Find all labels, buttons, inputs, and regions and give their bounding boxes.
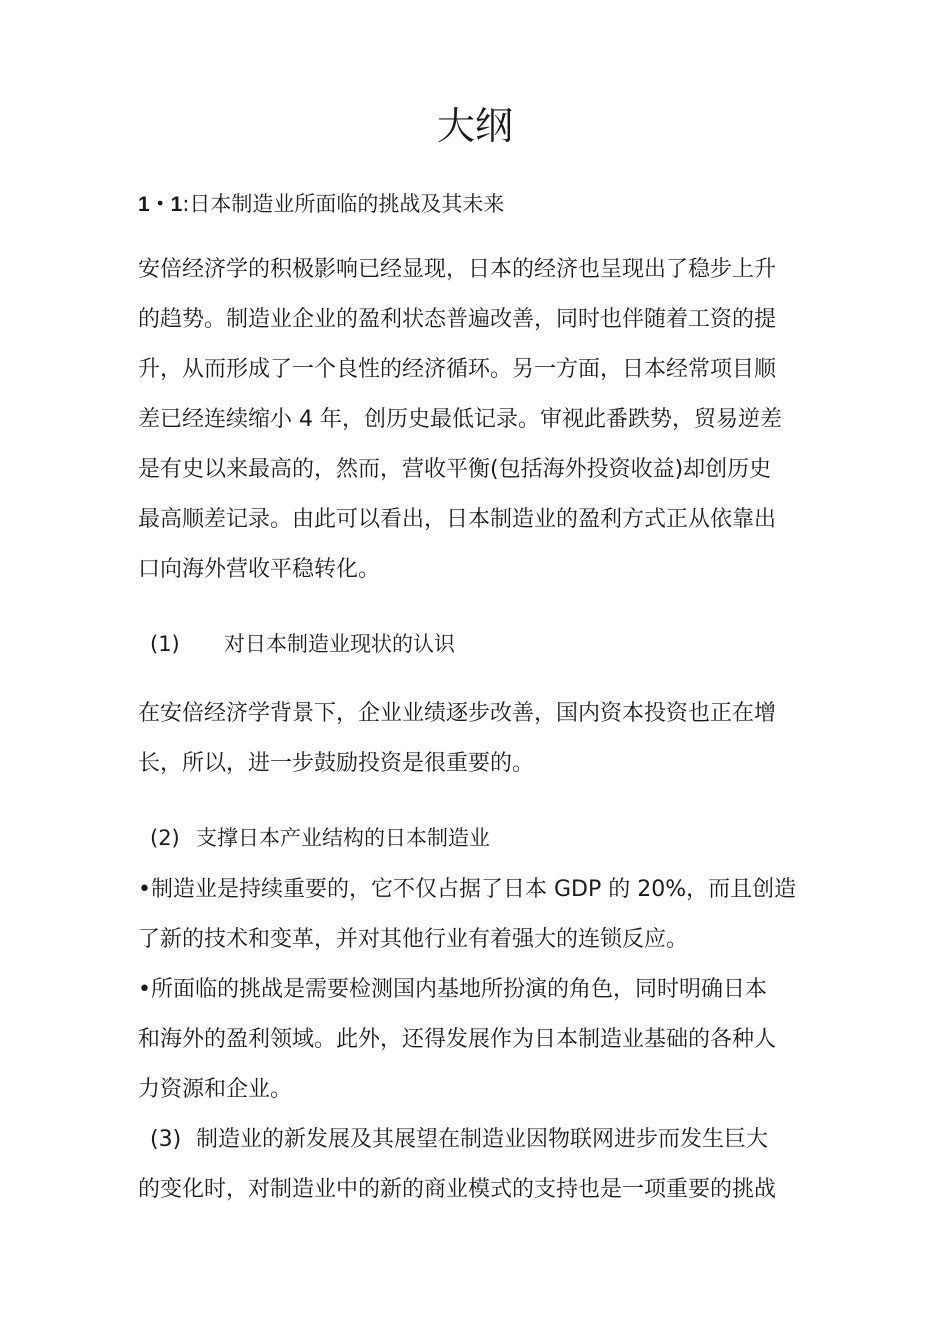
subheading-1	[150, 628, 850, 660]
list-marker: (2)	[150, 826, 180, 850]
bullet-line: 力资源和企业。	[138, 1077, 293, 1102]
paragraph-line: 的趋势。制造业企业的盈利状态普遍改善，同时也伴随着工资的提	[138, 307, 777, 332]
paragraph-line: 的变化时，对制造业中的新的商业模式的支持也是一项重要的挑战	[138, 1177, 777, 1202]
bullet-line: •制造业是持续重要的，它不仅占据了日本 GDP 的 20%，而且创造	[138, 877, 797, 902]
list-marker: (3)	[150, 1127, 182, 1152]
subheading-3	[150, 1124, 850, 1156]
section-heading-1-1	[138, 188, 838, 221]
subheading-2	[150, 822, 850, 854]
list-marker: (1)	[150, 632, 180, 656]
subheading-title: 对日本制造业现状的认识	[224, 632, 455, 656]
paragraph-line: 是有史以来最高的，然而，营收平衡(包括海外投资收益)却创历史	[138, 457, 772, 482]
paragraph-line: 安倍经济学的积极影响已经显现，日本的经济也呈现出了稳步上升	[138, 257, 777, 282]
paragraph-line: 最高顺差记录。由此可以看出，日本制造业的盈利方式正从依靠出	[138, 507, 777, 532]
page-title: 大纲	[436, 104, 513, 148]
paragraph-line: 长，所以，进一步鼓励投资是很重要的。	[138, 751, 535, 776]
subheading-title: 支撑日本产业结构的日本制造业	[196, 826, 490, 850]
subheading-text: 制造业的新发展及其展望在制造业因物联网进步而发生巨大	[196, 1127, 769, 1152]
paragraph-line: 升，从而形成了一个良性的经济循环。另一方面，日本经常项目顺	[138, 357, 777, 382]
bullet-line: •所面临的挑战是需要检测国内基地所扮演的角色，同时明确日本	[138, 977, 767, 1002]
section-title: :日本制造业所面临的挑战及其未来	[182, 192, 505, 216]
paragraph-line: 差已经连续缩小 4 年，创历史最低记录。审视此番跌势，贸易逆差	[138, 407, 782, 432]
bullet-line: 和海外的盈利领域。此外，还得发展作为日本制造业基础的各种人	[138, 1027, 777, 1052]
bullet-line: 了新的技术和变革，并对其他行业有着强大的连锁反应。	[138, 927, 689, 952]
section-number: 1・1	[138, 193, 183, 216]
paragraph-line: 口向海外营收平稳转化。	[138, 557, 381, 582]
paragraph-line: 在安倍经济学背景下，企业业绩逐步改善，国内资本投资也正在增	[138, 701, 777, 726]
